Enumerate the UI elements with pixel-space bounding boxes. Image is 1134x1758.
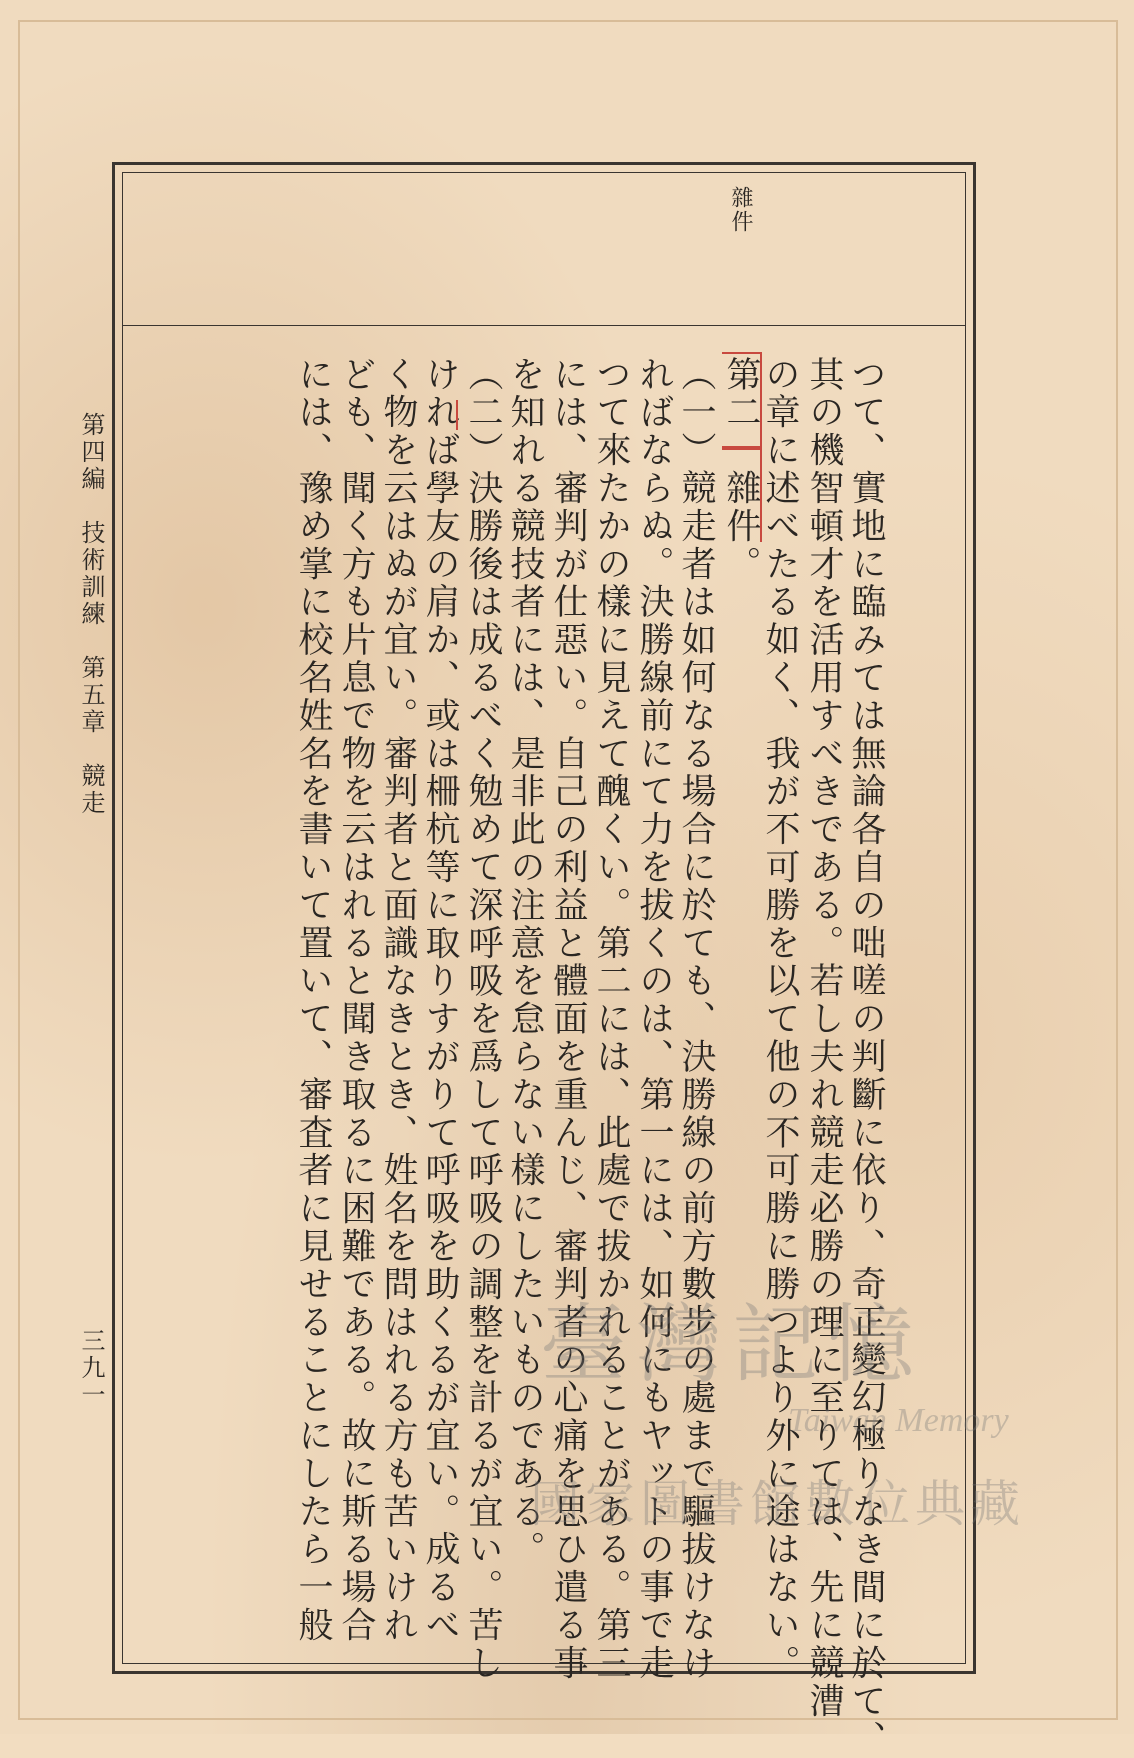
text-line-9: を知れる競技者には、是非此の注意を怠らない樣にしたいものである。 bbox=[505, 356, 545, 1569]
text-line-11: ければ學友の肩か、或は柵杭等に取りすがりて呼吸を助くるが宜い。成るべ bbox=[420, 356, 460, 1645]
text-line-12: く物を云はぬが宜い。審判者と面識なきとき、姓名を問はれる方も苦いけれ bbox=[378, 356, 418, 1645]
text-line-5: （一）競走者は如何なる場合に於ても、決勝線の前方數步の處まで驅拔けなけ bbox=[676, 356, 716, 1683]
red-underline-mark bbox=[456, 400, 458, 430]
text-line-3: の章に述べたる如く、我が不可勝を以て他の不可勝に勝つより外に途はない。 bbox=[760, 356, 800, 1683]
text-line-2: 其の機智頓才を活用すべきである。若し夫れ競走必勝の理に至りては、先に競漕 bbox=[804, 356, 844, 1721]
header-rule bbox=[122, 325, 966, 326]
text-line-1: つて、實地に臨みては無論各自の咄嗟の判斷に依り、奇正變幻極りなき間に於て、 bbox=[846, 356, 886, 1758]
red-bracket-mark-lower bbox=[722, 448, 762, 542]
text-line-13: ども、聞く方も片息で物を云はれると聞き取るに困難である。故に斯る場合 bbox=[336, 356, 376, 1645]
text-line-14: には、豫め掌に校名姓名を書いて置いて、審査者に見せることにしたら一般 bbox=[293, 356, 333, 1645]
running-head: 雜件 bbox=[728, 186, 753, 234]
text-line-6: ればならぬ。決勝線前にて力を拔くのは、第一には、如何にもヤットの事で走 bbox=[634, 356, 674, 1683]
page-number: 三九一 bbox=[77, 1328, 105, 1409]
watermark-script: 臺灣記憶 bbox=[540, 1295, 924, 1395]
text-line-8: には、審判が仕惡い。自己の利益と體面を重んじ、審判者の心痛を思ひ遣る事 bbox=[548, 356, 588, 1683]
section-heading: 第二 雜件。 bbox=[721, 356, 761, 584]
text-line-10: （二）決勝後は成るべく勉めて深呼吸を爲して呼吸の調整を計るが宜い。苦し bbox=[463, 356, 503, 1683]
watermark-latin: Taiwan Memory bbox=[788, 1402, 1009, 1439]
side-chapter-title: 第四編 技術訓練 第五章 競走 bbox=[77, 412, 105, 817]
red-bracket-mark bbox=[722, 352, 762, 448]
watermark-institution: 國家圖書館數位典藏 bbox=[530, 1476, 1025, 1532]
text-line-7: つて來たかの樣に見えて醜くい。第二には、此處で拔かれることがある。第三 bbox=[591, 356, 631, 1683]
